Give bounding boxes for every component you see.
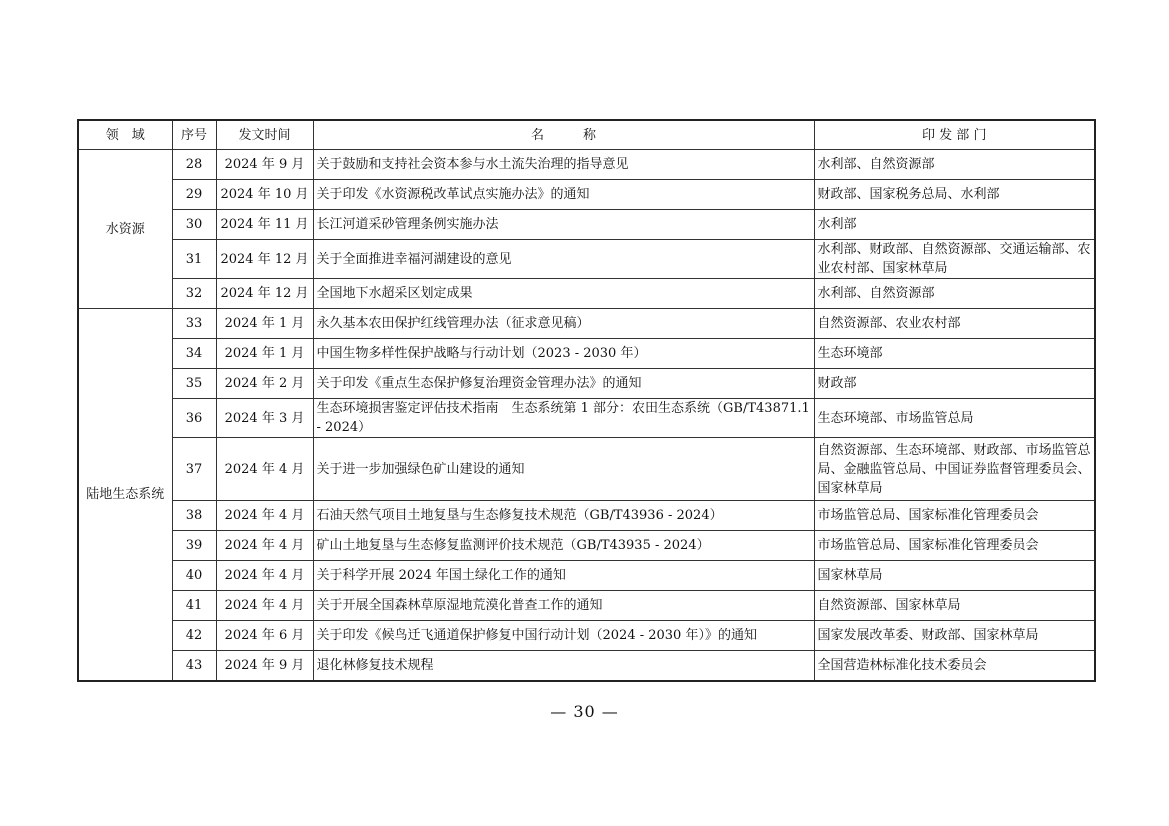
- index-cell: 40: [172, 561, 216, 591]
- table-row: [78, 210, 1095, 240]
- name-cell: 关于印发《重点生态保护修复治理资金管理办法》的通知: [313, 369, 814, 399]
- date-cell: 2024 年 4 月: [216, 438, 313, 501]
- dept-cell: 水利部、财政部、自然资源部、交通运输部、农业农村部、国家林草局: [814, 240, 1095, 279]
- table-row: [78, 561, 1095, 591]
- table-row: [78, 531, 1095, 561]
- name-cell: 关于全面推进幸福河湖建设的意见: [313, 240, 814, 279]
- date-cell: 2024 年 10 月: [216, 180, 313, 210]
- dept-cell: 市场监管总局、国家标准化管理委员会: [814, 531, 1095, 561]
- table-row: [78, 621, 1095, 651]
- name-cell: 石油天然气项目土地复垦与生态修复技术规范（GB/T43936 - 2024）: [313, 501, 814, 531]
- date-cell: 2024 年 4 月: [216, 591, 313, 621]
- date-cell: 2024 年 11 月: [216, 210, 313, 240]
- table-body: [78, 150, 1095, 681]
- dept-cell: 自然资源部、生态环境部、财政部、市场监管总局、金融监管总局、中国证券监督管理委员会、国家林草局: [814, 438, 1095, 501]
- date-cell: 2024 年 2 月: [216, 369, 313, 399]
- table-row: [78, 339, 1095, 369]
- table-row: [78, 651, 1095, 681]
- index-cell: 29: [172, 180, 216, 210]
- table-row: [78, 438, 1095, 501]
- name-cell: 全国地下水超采区划定成果: [313, 279, 814, 309]
- dept-cell: 自然资源部、农业农村部: [814, 309, 1095, 339]
- dept-cell: 自然资源部、国家林草局: [814, 591, 1095, 621]
- index-cell: 34: [172, 339, 216, 369]
- dept-cell: 生态环境部: [814, 339, 1095, 369]
- date-cell: 2024 年 1 月: [216, 309, 313, 339]
- table-row: [78, 591, 1095, 621]
- policy-table: [77, 119, 1096, 682]
- table-row: [78, 240, 1095, 279]
- date-cell: 2024 年 12 月: [216, 279, 313, 309]
- date-cell: 2024 年 12 月: [216, 240, 313, 279]
- name-cell: 矿山土地复垦与生态修复监测评价技术规范（GB/T43935 - 2024）: [313, 531, 814, 561]
- date-cell: 2024 年 9 月: [216, 150, 313, 180]
- index-cell: 39: [172, 531, 216, 561]
- date-cell: 2024 年 9 月: [216, 651, 313, 681]
- name-cell: 关于科学开展 2024 年国土绿化工作的通知: [313, 561, 814, 591]
- name-cell: 关于进一步加强绿色矿山建设的通知: [313, 438, 814, 501]
- domain-cell: 水资源: [78, 150, 172, 309]
- index-cell: 35: [172, 369, 216, 399]
- table-row: [78, 399, 1095, 438]
- date-cell: 2024 年 3 月: [216, 399, 313, 438]
- table-row: [78, 279, 1095, 309]
- index-cell: 43: [172, 651, 216, 681]
- dept-cell: 全国营造林标准化技术委员会: [814, 651, 1095, 681]
- index-cell: 36: [172, 399, 216, 438]
- header-index: 序号: [172, 120, 216, 150]
- index-cell: 38: [172, 501, 216, 531]
- date-cell: 2024 年 4 月: [216, 561, 313, 591]
- name-cell: 关于开展全国森林草原湿地荒漠化普查工作的通知: [313, 591, 814, 621]
- header-domain: 领 域: [78, 120, 172, 150]
- header-name: 名 称: [313, 120, 814, 150]
- index-cell: 42: [172, 621, 216, 651]
- dept-cell: 财政部: [814, 369, 1095, 399]
- page-number: — 30 —: [550, 702, 619, 721]
- dept-cell: 生态环境部、市场监管总局: [814, 399, 1095, 438]
- table-header-row: [78, 120, 1095, 150]
- index-cell: 30: [172, 210, 216, 240]
- dept-cell: 水利部、自然资源部: [814, 279, 1095, 309]
- index-cell: 33: [172, 309, 216, 339]
- date-cell: 2024 年 1 月: [216, 339, 313, 369]
- dept-cell: 财政部、国家税务总局、水利部: [814, 180, 1095, 210]
- name-cell: 关于鼓励和支持社会资本参与水土流失治理的指导意见: [313, 150, 814, 180]
- index-cell: 31: [172, 240, 216, 279]
- dept-cell: 水利部: [814, 210, 1095, 240]
- name-cell: 长江河道采砂管理条例实施办法: [313, 210, 814, 240]
- table-row: [78, 501, 1095, 531]
- date-cell: 2024 年 4 月: [216, 501, 313, 531]
- header-date: 发文时间: [216, 120, 313, 150]
- name-cell: 退化林修复技术规程: [313, 651, 814, 681]
- date-cell: 2024 年 6 月: [216, 621, 313, 651]
- name-cell: 关于印发《水资源税改革试点实施办法》的通知: [313, 180, 814, 210]
- table-row: [78, 180, 1095, 210]
- table-row: [78, 309, 1095, 339]
- date-cell: 2024 年 4 月: [216, 531, 313, 561]
- index-cell: 32: [172, 279, 216, 309]
- dept-cell: 市场监管总局、国家标准化管理委员会: [814, 501, 1095, 531]
- dept-cell: 国家林草局: [814, 561, 1095, 591]
- dept-cell: 国家发展改革委、财政部、国家林草局: [814, 621, 1095, 651]
- name-cell: 生态环境损害鉴定评估技术指南 生态系统第 1 部分：农田生态系统（GB/T43871.1 - 2024）: [313, 399, 814, 438]
- domain-cell: 陆地生态系统: [78, 309, 172, 681]
- table-row: [78, 369, 1095, 399]
- index-cell: 41: [172, 591, 216, 621]
- table-row: [78, 150, 1095, 180]
- name-cell: 中国生物多样性保护战略与行动计划（2023 - 2030 年）: [313, 339, 814, 369]
- index-cell: 37: [172, 438, 216, 501]
- header-dept: 印 发 部 门: [814, 120, 1095, 150]
- name-cell: 永久基本农田保护红线管理办法（征求意见稿）: [313, 309, 814, 339]
- index-cell: 28: [172, 150, 216, 180]
- name-cell: 关于印发《候鸟迁飞通道保护修复中国行动计划（2024 - 2030 年）》的通知: [313, 621, 814, 651]
- dept-cell: 水利部、自然资源部: [814, 150, 1095, 180]
